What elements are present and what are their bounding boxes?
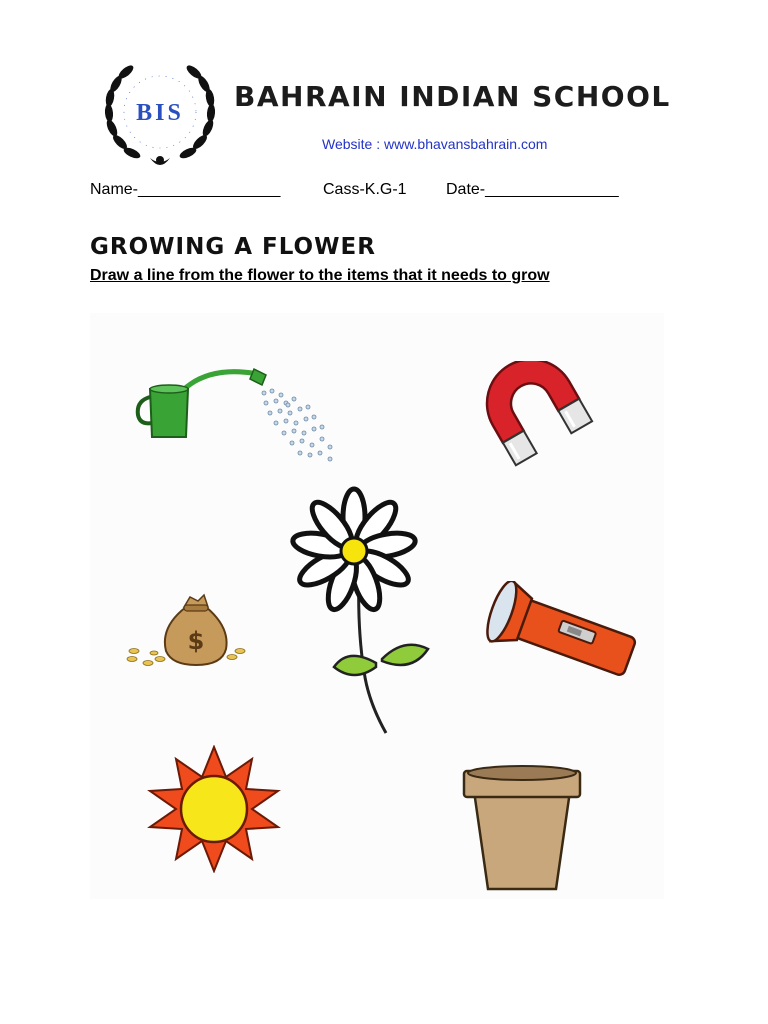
matching-picture-area [90,313,664,899]
flower-item[interactable] [288,471,438,744]
flashlight-icon [482,581,642,685]
laurel-wreath-icon [96,50,224,176]
daisy-flower-icon [288,471,438,739]
money-bag-icon [126,593,246,673]
flower-pot-icon [460,761,584,893]
name-field[interactable]: Name-________________ [90,181,281,198]
school-logo [96,50,224,176]
magnet-item[interactable] [476,361,604,482]
watering-can-icon [134,365,344,469]
school-website: Website : www.bhavansbahrain.com [322,136,548,152]
money-bag-item[interactable] [126,593,246,678]
flower-pot-item[interactable] [460,761,584,898]
logo-text: BIS [136,100,184,126]
worksheet-title: GROWING A FLOWER [90,234,376,260]
sun-icon [146,745,282,873]
flashlight-item[interactable] [482,581,642,690]
sun-item[interactable] [146,745,282,878]
magnet-icon [476,361,604,477]
watering-can-item[interactable] [134,365,344,474]
class-label: Cass-K.G-1 [323,181,407,198]
school-name: BAHRAIN INDIAN SCHOOL [234,80,671,113]
date-field[interactable]: Date-_______________ [446,181,619,198]
worksheet-instruction: Draw a line from the flower to the items that it needs to grow [90,267,550,284]
svg-text:$: $ [187,627,205,655]
